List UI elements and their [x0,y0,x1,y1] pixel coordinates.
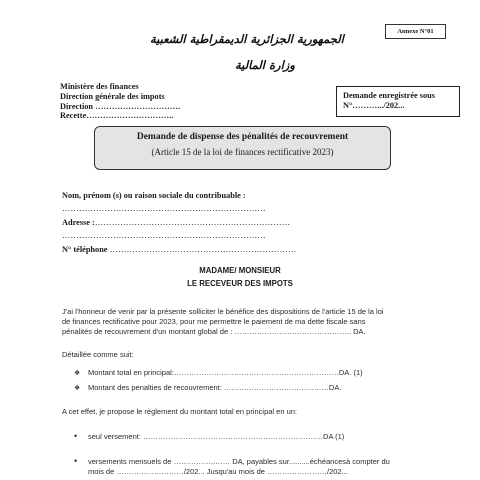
ministry-block [60,82,180,121]
name-label: Nom, prénom (s) ou raison sociale du contribuable : [62,191,246,200]
payment-monthly-line2: mois de ………………………/202... Jusqu'au mois de ……………………/202... [88,467,348,476]
annex-label: Annexe N°01 [385,24,446,39]
address-label: Adresse : [62,217,95,227]
paragraph-line: de finances rectificative pour 2023, pour me permettre le paiement de ma dette fiscale sans [62,317,366,326]
payment-single-text: seul versement: ………………………………………………………………DA (1) [88,432,345,441]
address-field[interactable]: …………………………………………………………… [94,217,291,227]
diamond-bullet-icon: ❖ [74,384,81,392]
arabic-ministry-heading: وزارة المالية [235,58,295,72]
registration-label: Demande enregistrée sous [343,91,436,100]
detail-item-principal [74,368,363,377]
name-field[interactable]: ……………………………………………………………… [62,204,266,214]
diamond-bullet-icon: ❖ [74,369,81,377]
bullet-icon: • [74,431,78,441]
contributor-section [62,189,297,256]
paragraph-line: J'ai l'honneur de venir par la présente solliciter le bénéfice des dispositions de l'article 15 de la loi [62,307,384,316]
payment-option-single [74,431,344,442]
bullet-icon: • [74,456,78,466]
salutation-line2: LE RECEVEUR DES IMPOTS [187,279,293,288]
direction-generale-line: Direction générale des impots [60,91,165,101]
recette-line: Recette………………………….. [60,111,174,121]
phone-row [62,243,297,256]
direction-line: Direction …………………………. [60,101,181,111]
address-row [62,216,297,229]
detail-label: Détaillée comme suit: [62,350,134,359]
phone-label: N° téléphone [62,244,108,254]
paragraph-line: pénalités de recouvrement d'un montant global de : ……………………………………….. DA. [62,327,366,336]
phone-field[interactable]: ………………………………………………………… [109,244,297,254]
document-title: Demande de dispense des pénalités de recouvrement [136,132,349,142]
request-paragraph [62,307,442,337]
registration-box [336,86,460,117]
address-field-line2[interactable]: ……………………………………………………………… [62,231,266,241]
document-subtitle: (Article 15 de la loi de finances rectificative 2023) [151,147,334,157]
effect-text: A cet effet, je propose le règlement du montant total en principal en un: [62,407,298,416]
payment-option-monthly [74,456,390,477]
payment-monthly-line1: versements mensuels de ……………..…… DA, payables sur..........échéancesà compter du [88,457,390,466]
detail-item-text: Montant total en principal:…………………………………………………………DA. (1) [88,368,363,377]
arabic-republic-heading: الجمهورية الجزائرية الديمقراطية الشعبية [150,32,344,46]
registration-number: N°……….../202... [343,101,405,110]
detail-item-text: Montant des penalties de recouvrement: ……………………………………DA. [88,383,342,392]
salutation-line1: MADAME/ MONSIEUR [199,266,281,275]
ministry-line: Ministère des finances [60,82,139,91]
title-box [94,126,391,170]
detail-item-penalties [74,383,341,392]
